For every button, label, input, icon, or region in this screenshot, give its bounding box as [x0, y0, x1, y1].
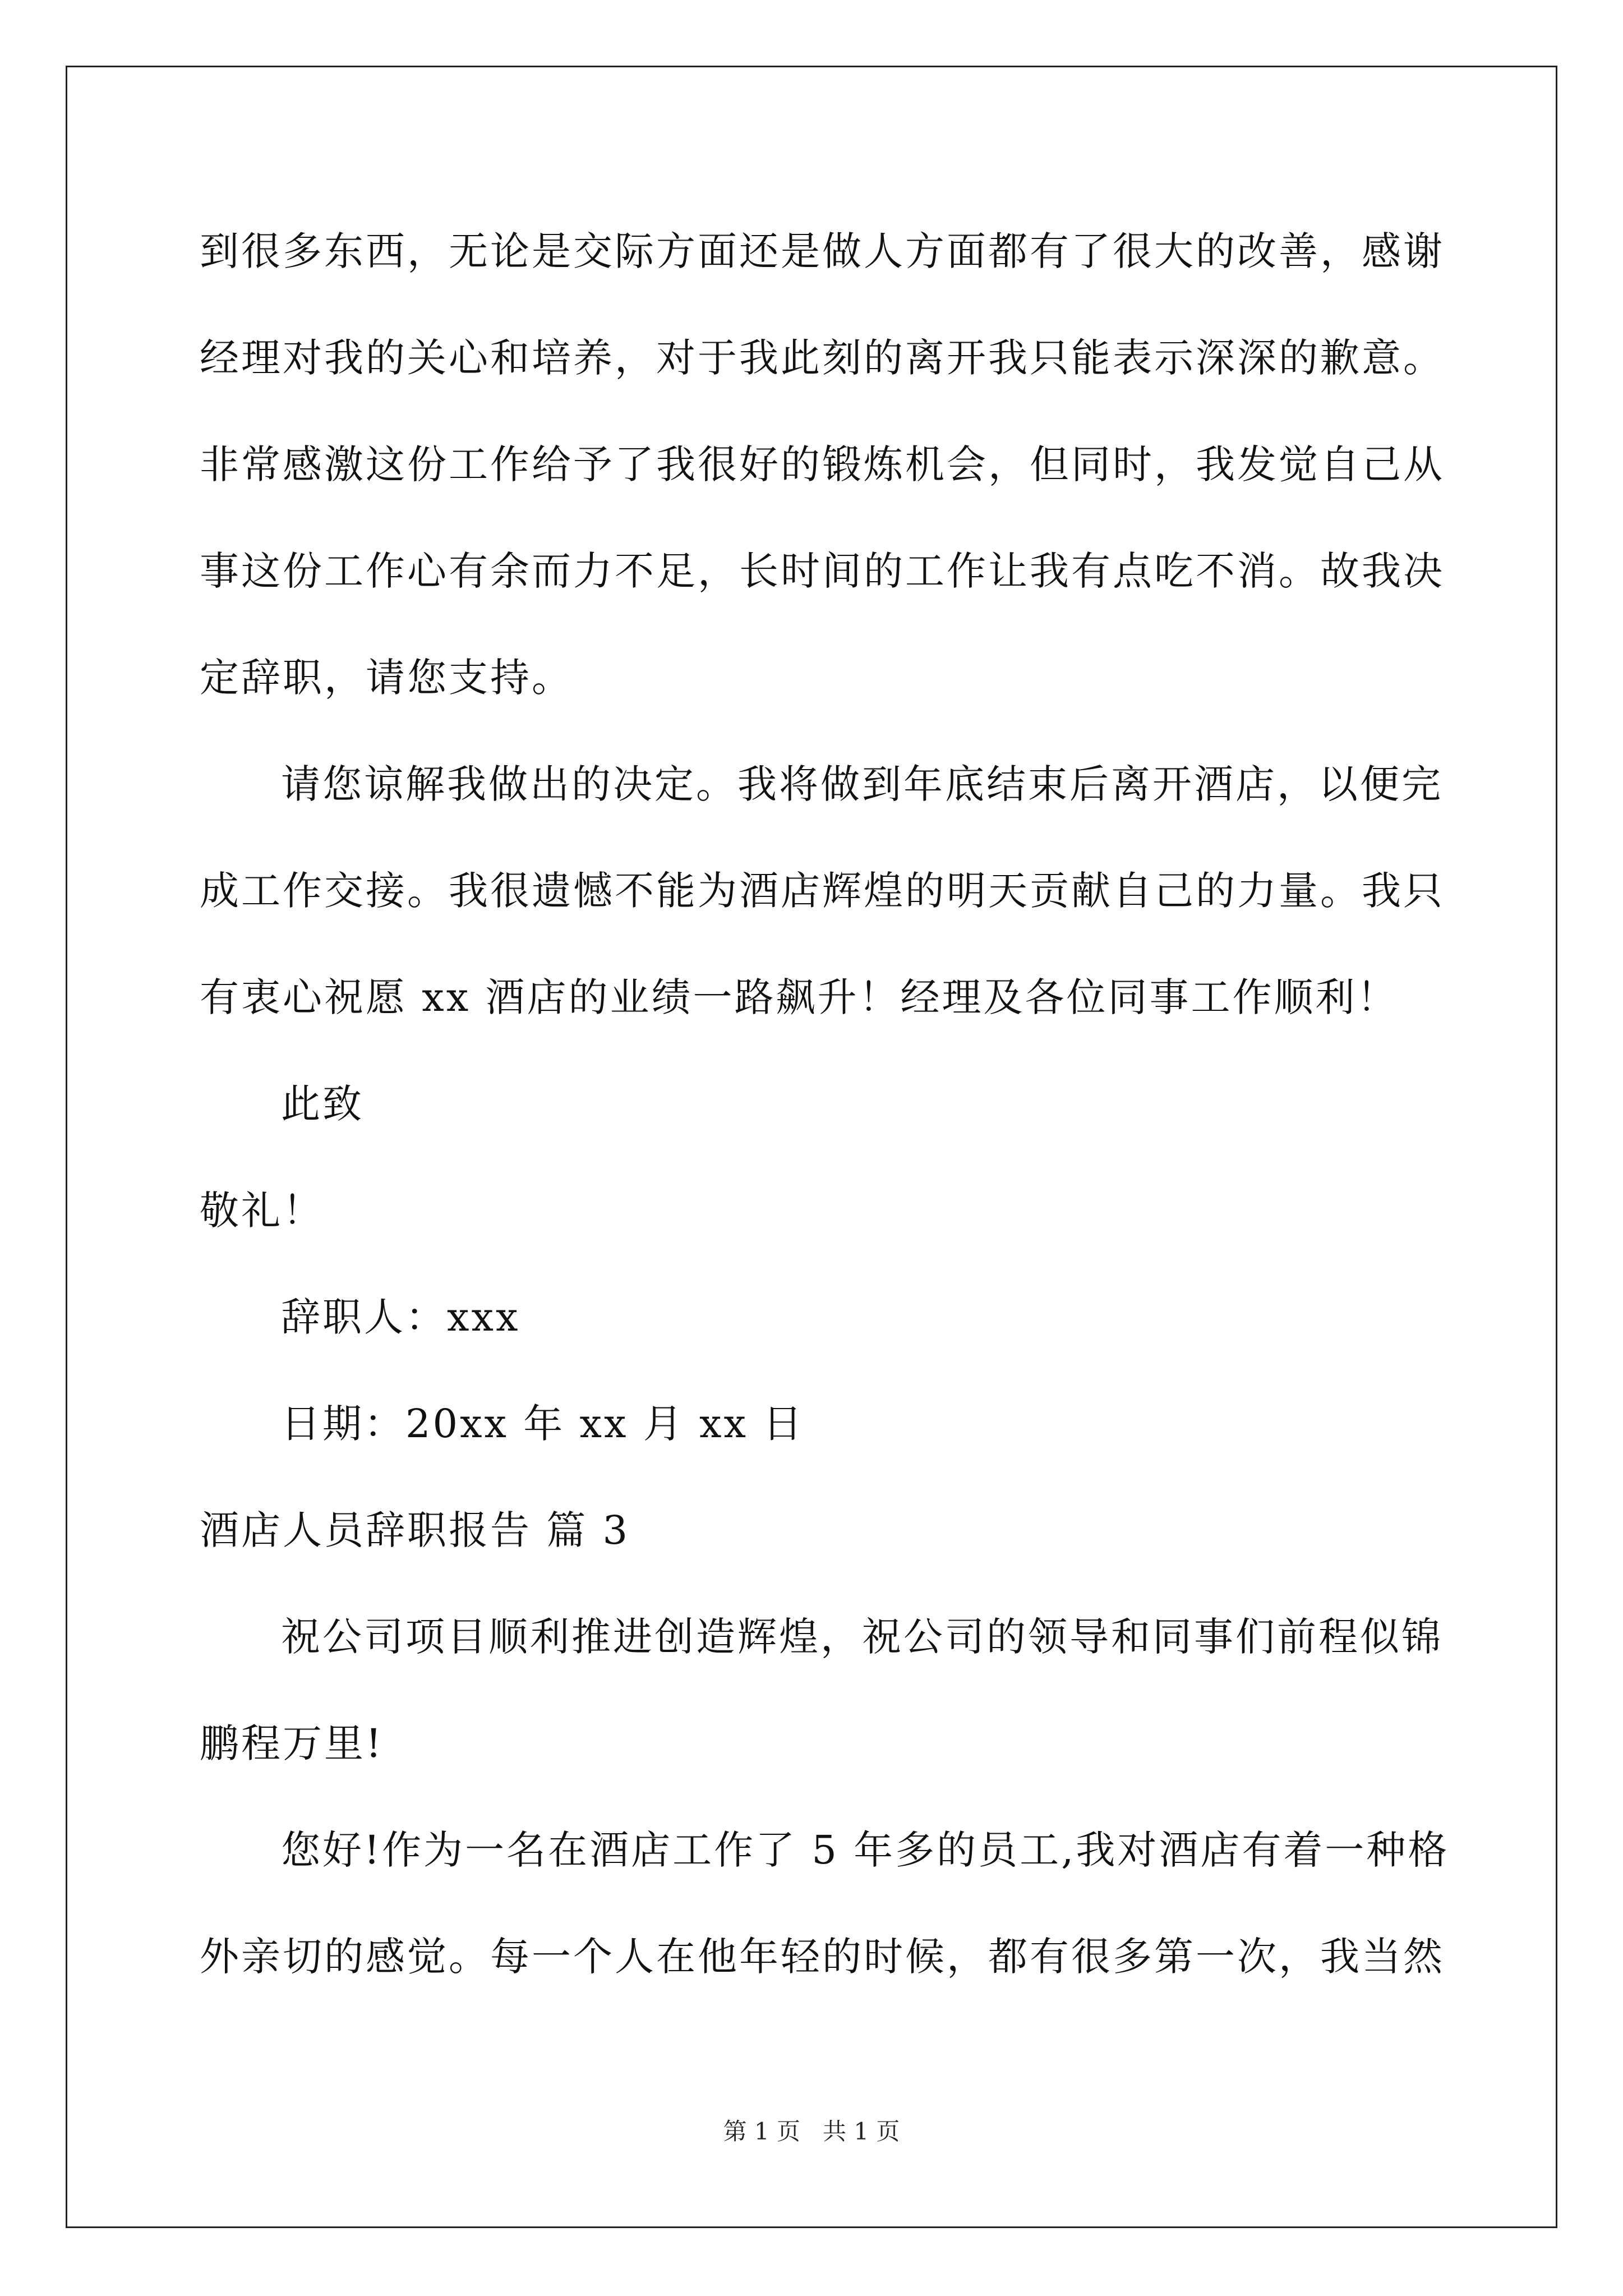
- page-total: 共 1 页: [823, 2118, 900, 2145]
- page-footer: [0, 2118, 1623, 2146]
- body-line-6: 请您谅解我做出的决定。我将做到年底结束后离开酒店，以便完: [281, 761, 1443, 807]
- body-line-7: 成工作交接。我很遗憾不能为酒店辉煌的明天贡献自己的力量。我只: [200, 868, 1445, 914]
- body-line-17: 外亲切的感觉。每一个人在他年轻的时候，都有很多第一次，我当然: [200, 1934, 1445, 1980]
- body-line-3: 非常感激这份工作给予了我很好的锻炼机会，但同时，我发觉自己从: [200, 441, 1445, 487]
- body-line-15: 鹏程万里!: [200, 1720, 384, 1766]
- section-heading: 酒店人员辞职报告 篇 3: [200, 1507, 630, 1553]
- body-line-2: 经理对我的关心和培养，对于我此刻的离开我只能表示深深的歉意。: [200, 335, 1445, 381]
- body-line-14: 祝公司项目顺利推进创造辉煌，祝公司的领导和同事们前程似锦: [281, 1614, 1443, 1660]
- date-line: 日期：20xx 年 xx 月 xx 日: [281, 1401, 805, 1447]
- signature-line: 辞职人：xxx: [281, 1294, 520, 1340]
- page-border: [66, 66, 1557, 2228]
- body-line-8: 有衷心祝愿 xx 酒店的业绩一路飙升！经理及各位同事工作顺利！: [200, 974, 1399, 1020]
- body-line-4: 事这份工作心有余而力不足，长时间的工作让我有点吃不消。故我决: [200, 548, 1445, 594]
- body-line-1: 到很多东西，无论是交际方面还是做人方面都有了很大的改善，感谢: [200, 228, 1445, 274]
- closing-salutation: 此致: [281, 1081, 364, 1127]
- page-number: 第 1 页: [723, 2118, 800, 2145]
- body-line-5: 定辞职，请您支持。: [200, 655, 573, 701]
- closing-regards: 敬礼！: [200, 1188, 324, 1234]
- body-line-16: 您好!作为一名在酒店工作了 5 年多的员工,我对酒店有着一种格: [281, 1827, 1450, 1873]
